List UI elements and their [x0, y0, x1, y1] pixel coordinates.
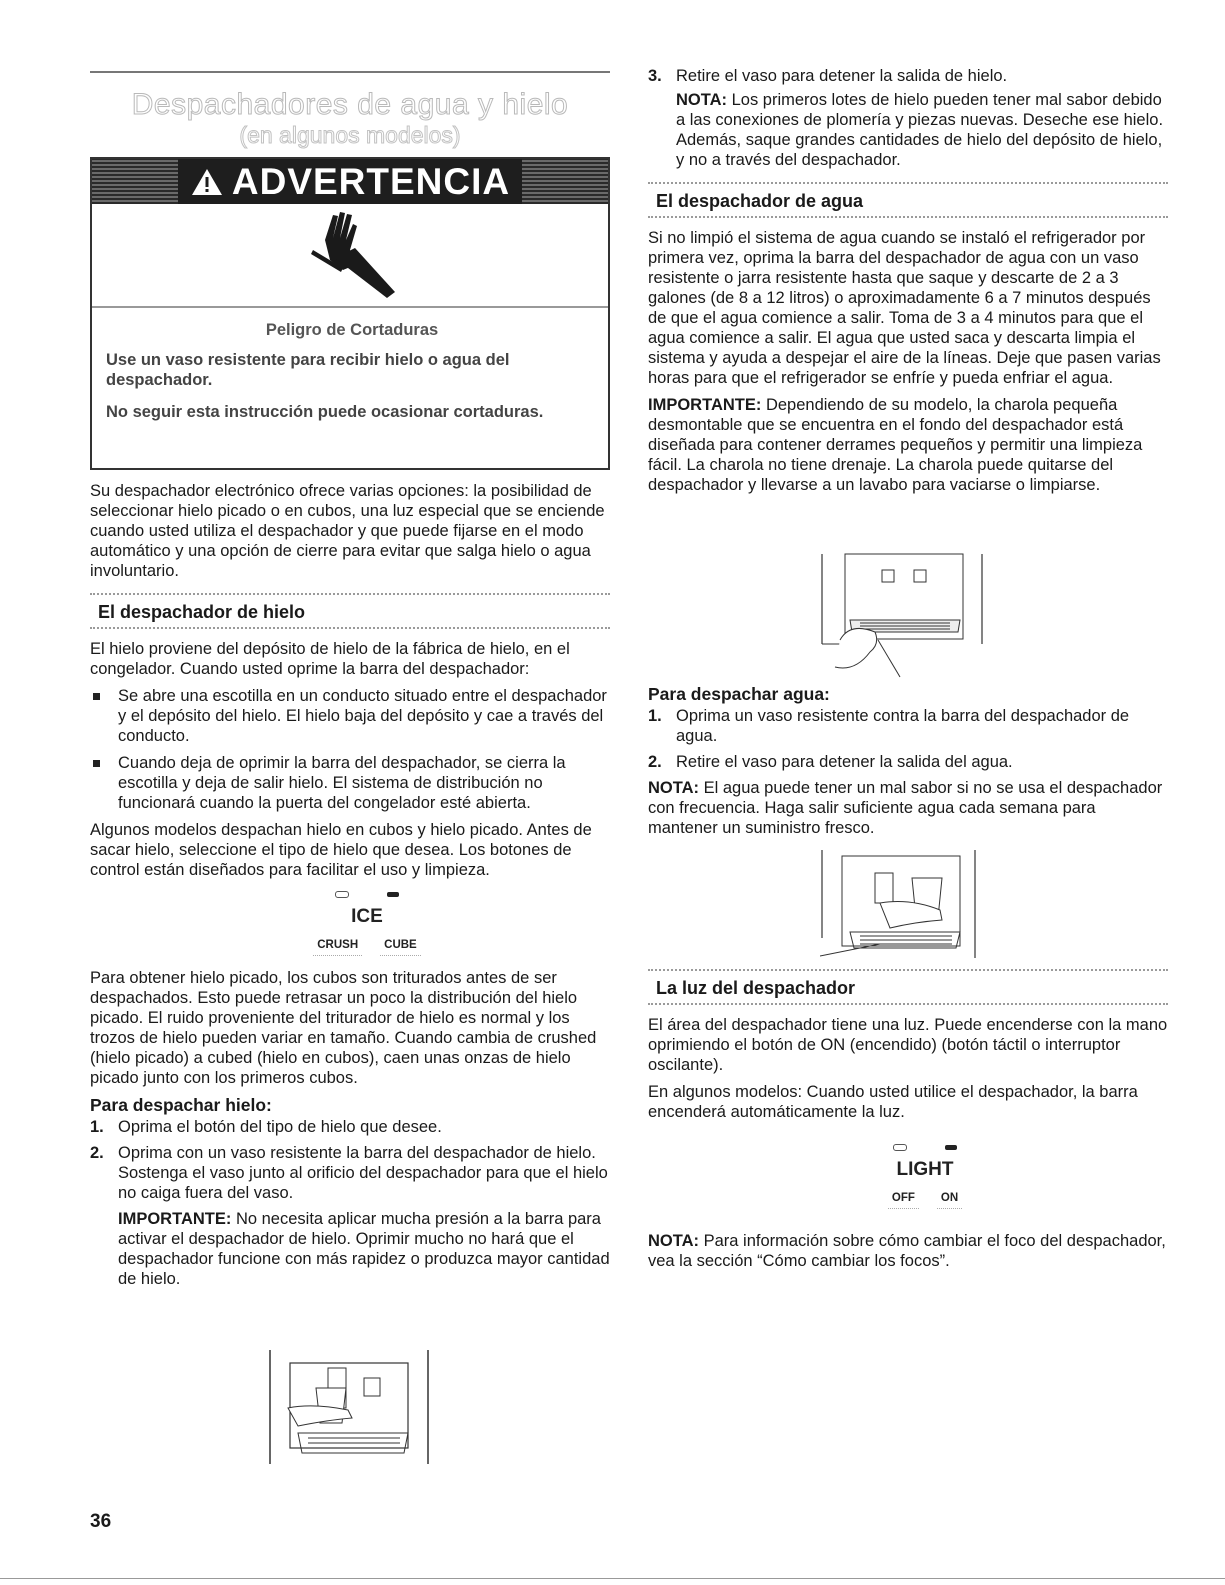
warning-title: ADVERTENCIA [231, 161, 511, 202]
warning-triangle-icon [190, 167, 224, 197]
page-number: 36 [90, 1511, 112, 1532]
list-item: Se abre una escotilla en un conducto situado entre el despachador y el depósito del hielo. El hielo baja del depósito y cae a través del conducto. [90, 686, 610, 746]
list-item: 2. Retire el vaso para detener la salida del agua. [648, 753, 1013, 771]
light-on-indicator-icon [945, 1145, 957, 1150]
warning-line-2: No seguir esta instrucción puede ocasionar cortaduras. [106, 403, 544, 421]
warning-box [90, 157, 610, 470]
top-rule [90, 71, 610, 73]
nota-ice: NOTA: Los primeros lotes de hielo pueden tener mal sabor debido a las conexiones de plomería y piezas nuevas. Deseche ese hielo. Además, saque grandes cantidades de hielo del depósito de hielo, y no a través del despachador. [676, 91, 1164, 169]
bottom-rule [0, 1578, 1225, 1579]
nota-water: NOTA: El agua puede tener un mal sabor si no se usa el despachador con frecuencia. Haga salir suficiente agua cada semana para mantener un suministro fresco. [648, 779, 1163, 837]
light-control-panel [682, 1140, 1168, 1209]
crush-button[interactable]: CRUSH [313, 935, 362, 956]
list-item: 1. Oprima un vaso resistente contra la barra del despachador de agua. [648, 707, 1130, 745]
intro-paragraph: Su despachador electrónico ofrece varias opciones: la posibilidad de seleccionar hielo picado o en cubos, una luz especial que se enciende cuando usted utiliza el despachador y que puede fijarse en el modo automático y una opción de cierre para evitar que salga hielo o agua involuntario. [90, 482, 605, 580]
dispense-ice-steps [90, 1117, 610, 1203]
water-dispenser-illustration [820, 848, 980, 960]
ice-paragraph-1: El hielo proviene del depósito de hielo de la fábrica de hielo, en el congelador. Cuando usted oprime la barra del despachador: [90, 640, 570, 678]
important-note-ice: IMPORTANTE: No necesita aplicar mucha presión a la barra para activar el despachador de hielo. Oprimir mucho no hará que el despachador funcione con más rapidez o produzca mayor cantidad de hielo. [118, 1210, 610, 1288]
water-dispenser-heading: El despachador de agua [656, 191, 864, 211]
warning-image-area [92, 204, 608, 308]
dispense-ice-heading: Para despachar hielo: [90, 1095, 272, 1115]
ice-crush-indicator-icon [335, 891, 349, 898]
section-divider [648, 216, 1168, 218]
page-subtitle: (en algunos modelos) [239, 122, 461, 148]
list-item: 1. Oprima el botón del tipo de hielo que desee. [90, 1118, 442, 1136]
light-on-button[interactable]: ON [937, 1188, 962, 1209]
ice-cube-indicator-icon [387, 892, 399, 897]
section-divider [90, 627, 610, 629]
warning-header [92, 159, 608, 204]
water-paragraph-1: Si no limpió el sistema de agua cuando se instaló el refrigerador por primera vez, oprima la barra del despachador de agua con un vaso resistente o jarra resistente hasta que saque y descarte de 2 a 3 galones (de 8 a 12 litros) o aproximadamente 6 a 7 minutos después de que el agua comience a salir. Toma de 3 a 4 minutos para que el agua comience a salir. El agua que usted saca y descarta limpia el sistema y ayuda a despejar el aire de la líneas. Deje que pasen varias horas para que el refrigerador se enfríe y pueda enfriar el agua. [648, 229, 1161, 387]
dispense-water-heading: Para despachar agua: [648, 684, 830, 704]
warning-line-1: Use un vaso resistente para recibir hielo o agua del despachador. [106, 351, 510, 389]
ice-paragraph-2: Algunos modelos despachan hielo en cubos y hielo picado. Antes de sacar hielo, seleccione el tipo de hielo que desea. Los botones de control están diseñados para facilitar el uso y limpieza. [90, 821, 592, 879]
ice-panel-label: ICE [351, 906, 383, 927]
light-off-button[interactable]: OFF [888, 1188, 919, 1209]
light-paragraph-1: El área del despachador tiene una luz. Puede encenderse con la mano oprimiendo el botón de ON (encendido) (botón táctil o interruptor oscilante). [648, 1016, 1168, 1074]
cube-button[interactable]: CUBE [380, 935, 421, 956]
cut-hand-icon [295, 210, 405, 300]
list-item: Cuando deja de oprimir la barra del despachador, se cierra la escotilla y deja de salir hielo. El sistema de distribución no funcionará cuando la puerta del congelador esté abierta. [90, 753, 610, 813]
ice-dispenser-illustration [268, 1348, 433, 1466]
ice-bullet-list [90, 686, 610, 813]
ice-control-panel [124, 887, 610, 956]
list-item: 3. Retire el vaso para detener la salida de hielo. [648, 67, 1008, 85]
page-title: Despachadores de agua y hielo [131, 88, 569, 121]
light-off-indicator-icon [893, 1144, 907, 1151]
nota-light: NOTA: Para información sobre cómo cambiar el foco del despachador, vea la sección “Cómo cambiar los focos”. [648, 1232, 1166, 1270]
light-panel-label: LIGHT [896, 1159, 954, 1180]
list-item: 2. Oprima con un vaso resistente la barra del despachador de hielo. Sostenga el vaso junto al orificio del despachador para que el hielo no caiga fuera del vaso. [90, 1144, 608, 1202]
drip-tray-illustration [820, 552, 988, 680]
light-paragraph-2: En algunos modelos: Cuando usted utilice el despachador, la barra encenderá automáticamente la luz. [648, 1083, 1138, 1121]
ice-dispenser-heading: El despachador de hielo [98, 602, 306, 622]
hazard-title: Peligro de Cortaduras [265, 321, 439, 339]
light-heading: La luz del despachador [656, 978, 856, 998]
dispense-water-steps [648, 706, 1168, 772]
section-divider [648, 1003, 1168, 1005]
important-note-tray: IMPORTANTE: Dependiendo de su modelo, la charola pequeña desmontable que se encuentra en el fondo del despachador está diseñada para contener derrames pequeños y permitir una limpieza fácil. La charola no tiene drenaje. La charola puede quitarse del despachador y llevarse a un lavabo para vaciarse o limpiarse. [648, 396, 1143, 494]
dispense-ice-step-3 [648, 66, 1168, 86]
ice-paragraph-3: Para obtener hielo picado, los cubos son triturados antes de ser despachados. Esto puede retrasar un poco la distribución del hielo picado. El ruido proveniente del triturador de hielo es normal y los trozos de hielo pueden variar en tamaño. Cuando cambia de crushed (hielo picado) a cubed (hielo en cubos), caen unas onzas de hielo picado junto con los primeros cubos. [90, 969, 597, 1087]
